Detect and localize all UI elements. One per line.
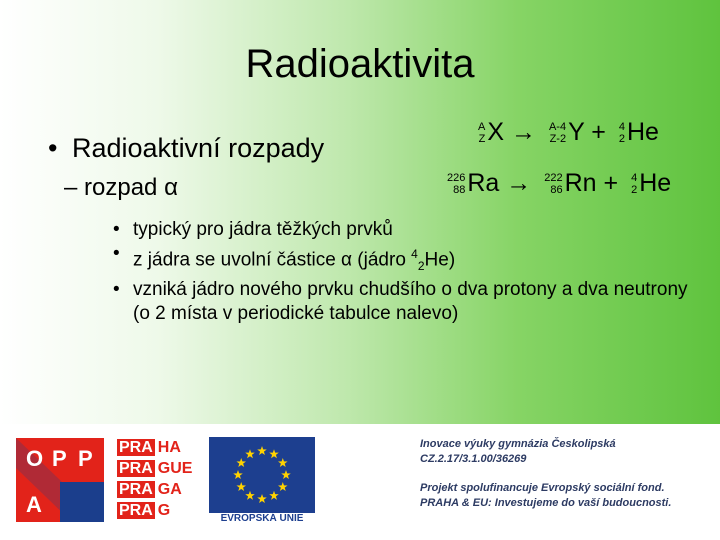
- fact-heavy-nuclei: • typický pro jádra těžkých prvků: [113, 218, 703, 242]
- bullet-text: Radioaktivní rozpady: [72, 133, 325, 163]
- info-line-3: Projekt spolufinancuje Evropský sociální fond.: [420, 482, 665, 494]
- opp-letter: A: [26, 492, 42, 517]
- rn-nucleon-numbers: 222 86: [544, 172, 563, 197]
- praha-row-4: PRA G: [119, 502, 171, 519]
- opp-letter: P: [52, 446, 67, 471]
- he-symbol: He: [639, 169, 672, 197]
- bullet-radioactive-decay: [48, 133, 324, 164]
- y-nucleon-numbers: A-4 Z-2: [548, 121, 567, 146]
- praha-row-3: PRA GA: [119, 481, 182, 498]
- praha-row-1: PRA HA: [119, 439, 181, 456]
- info-line-1: Inovace výuky gymnázia Českolipská: [420, 438, 616, 450]
- subbullet-alpha-decay: – rozpad α: [64, 174, 178, 201]
- plus: +: [591, 118, 606, 146]
- arrow: →: [506, 169, 532, 197]
- x-nucleon-numbers: A Z: [478, 121, 486, 146]
- ra-nucleon-numbers: 226 88: [447, 172, 466, 197]
- eu-flag-icon: [209, 437, 315, 513]
- project-info: [420, 437, 715, 511]
- x-symbol: X: [487, 118, 505, 146]
- radium-alpha-equation: [447, 169, 671, 198]
- opp-logo: [12, 434, 108, 526]
- he-symbol: He: [626, 118, 659, 146]
- fact-new-element: • vzniká jádro nového prvku chudšího o dva protony a dva neutrony (o 2 místa v periodické tabulce nalevo): [113, 278, 703, 326]
- rn-symbol: Rn: [564, 169, 597, 197]
- arrow: →: [510, 118, 536, 146]
- info-line-2: CZ.2.17/3.1.00/36269: [420, 453, 527, 465]
- he-nucleon-numbers: 4 2: [618, 121, 625, 146]
- bullet-dot: •: [48, 133, 58, 163]
- fact-alpha-particle: • z jádra se uvolní částice α (jádro $^4_2$He): [113, 242, 703, 278]
- eu-label: EVROPSKÁ UNIE: [220, 513, 304, 524]
- info-line-4: PRAHA & EU: Investujeme do vaší budoucnosti.: [420, 497, 672, 509]
- plus: +: [603, 169, 619, 197]
- general-alpha-equation: [478, 118, 659, 147]
- y-symbol: Y: [568, 118, 585, 146]
- opp-letter: P: [78, 446, 93, 471]
- he-nucleon-numbers: 4 2: [631, 172, 638, 197]
- ra-symbol: Ra: [467, 169, 500, 197]
- slide-title: Radioaktivita: [245, 42, 475, 86]
- praha-logo: [117, 437, 199, 521]
- praha-row-2: PRA GUE: [119, 460, 193, 477]
- opp-letter: O: [26, 446, 44, 471]
- alpha-decay-facts: [113, 218, 703, 326]
